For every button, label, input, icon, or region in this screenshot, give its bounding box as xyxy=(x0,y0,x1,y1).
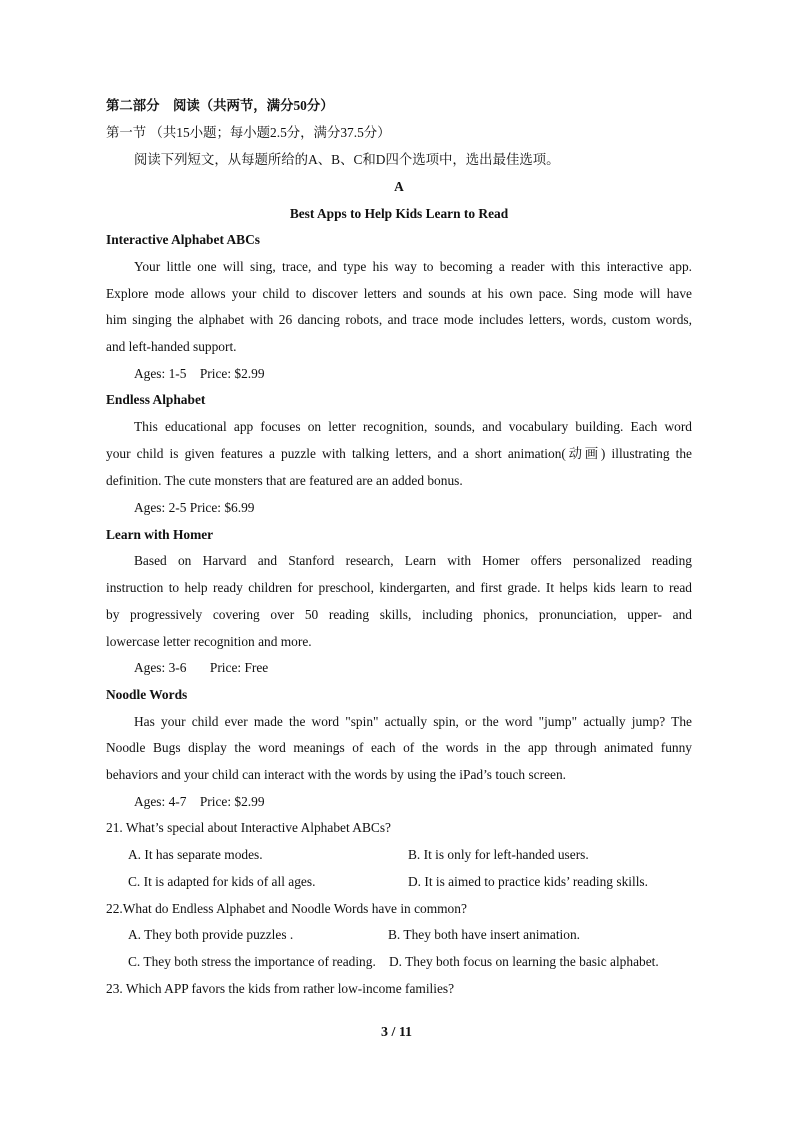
option-d[interactable]: D. It is aimed to practice kids’ reading skills. xyxy=(408,874,648,889)
passage-title: Best Apps to Help Kids Learn to Read xyxy=(289,206,509,221)
app-name: Endless Alphabet xyxy=(106,392,206,407)
app-text-line: instruction to help ready children for preschool, kindergarten, and first grade. It helps kids learn to read xyxy=(106,580,692,595)
option-a[interactable]: A. It has separate modes. xyxy=(128,847,263,862)
app-text-line: him singing the alphabet with 26 dancing robots, and trace mode includes letters, words, custom words, xyxy=(106,312,692,327)
option-b[interactable]: B. They both have insert animation. xyxy=(388,927,581,942)
option-c[interactable]: C. It is adapted for kids of all ages. xyxy=(128,874,316,889)
option-c[interactable]: C. They both stress the importance of reading. xyxy=(128,954,376,969)
app-meta: Ages: 3-6 Price: Free xyxy=(134,660,269,675)
app-text-line: This educational app focuses on letter recognition, sounds, and vocabulary building. Each word xyxy=(134,419,692,434)
app-text-line: by progressively covering over 50 reading skills, including phonics, pronunciation, upper- and xyxy=(106,607,692,622)
app-text-line: lowercase letter recognition and more. xyxy=(106,634,312,649)
app-text-line: definition. The cute monsters that are featured are an added bonus. xyxy=(106,473,463,488)
page-number: 3 / 11 xyxy=(380,1025,413,1040)
app-text-line: behaviors and your child can interact with the words by using the iPad’s touch screen. xyxy=(106,767,567,782)
app-name: Learn with Homer xyxy=(106,527,214,542)
section-subheading: 第一节 （共15小题；每小题2.5分，满分37.5分） xyxy=(106,125,391,140)
app-name: Noodle Words xyxy=(106,687,188,702)
app-text-line: Has your child ever made the word "spin" actually spin, or the word "jump" actually jump? The xyxy=(134,714,692,729)
app-name: Interactive Alphabet ABCs xyxy=(106,232,260,247)
app-text-line: and left-handed support. xyxy=(106,339,237,354)
instructions: 阅读下列短文，从每题所给的A、B、C和D四个选项中，选出最佳选项。 xyxy=(134,152,560,167)
question-stem: 22.What do Endless Alphabet and Noodle Words have in common? xyxy=(106,901,467,916)
passage-label: A xyxy=(394,179,404,194)
question-stem: 21. What’s special about Interactive Alphabet ABCs? xyxy=(106,820,391,835)
app-text-line: Based on Harvard and Stanford research, Learn with Homer offers personalized reading xyxy=(134,553,692,568)
app-text-line: Your little one will sing, trace, and type his way to becoming a reader with this interactive app. xyxy=(134,259,692,274)
app-text-line: Explore mode allows your child to discover letters and sounds at his own pace. Sing mode will have xyxy=(106,286,692,301)
app-text-line: your child is given features a puzzle with talking letters, and a short animation(动画) illustrating the xyxy=(106,446,692,461)
option-d[interactable]: D. They both focus on learning the basic alphabet. xyxy=(389,954,659,969)
app-meta: Ages: 2-5 Price: $6.99 xyxy=(134,500,255,515)
option-b[interactable]: B. It is only for left-handed users. xyxy=(408,847,589,862)
question-stem: 23. Which APP favors the kids from rather low-income families? xyxy=(106,981,455,996)
app-meta: Ages: 4-7 Price: $2.99 xyxy=(134,794,265,809)
section-heading: 第二部分 阅读（共两节，满分50分） xyxy=(106,98,334,113)
app-text-line: Noodle Bugs display the word meanings of each of the words in the app through animated funny xyxy=(106,740,692,755)
app-meta: Ages: 1-5 Price: $2.99 xyxy=(134,366,265,381)
option-a[interactable]: A. They both provide puzzles . xyxy=(128,927,294,942)
